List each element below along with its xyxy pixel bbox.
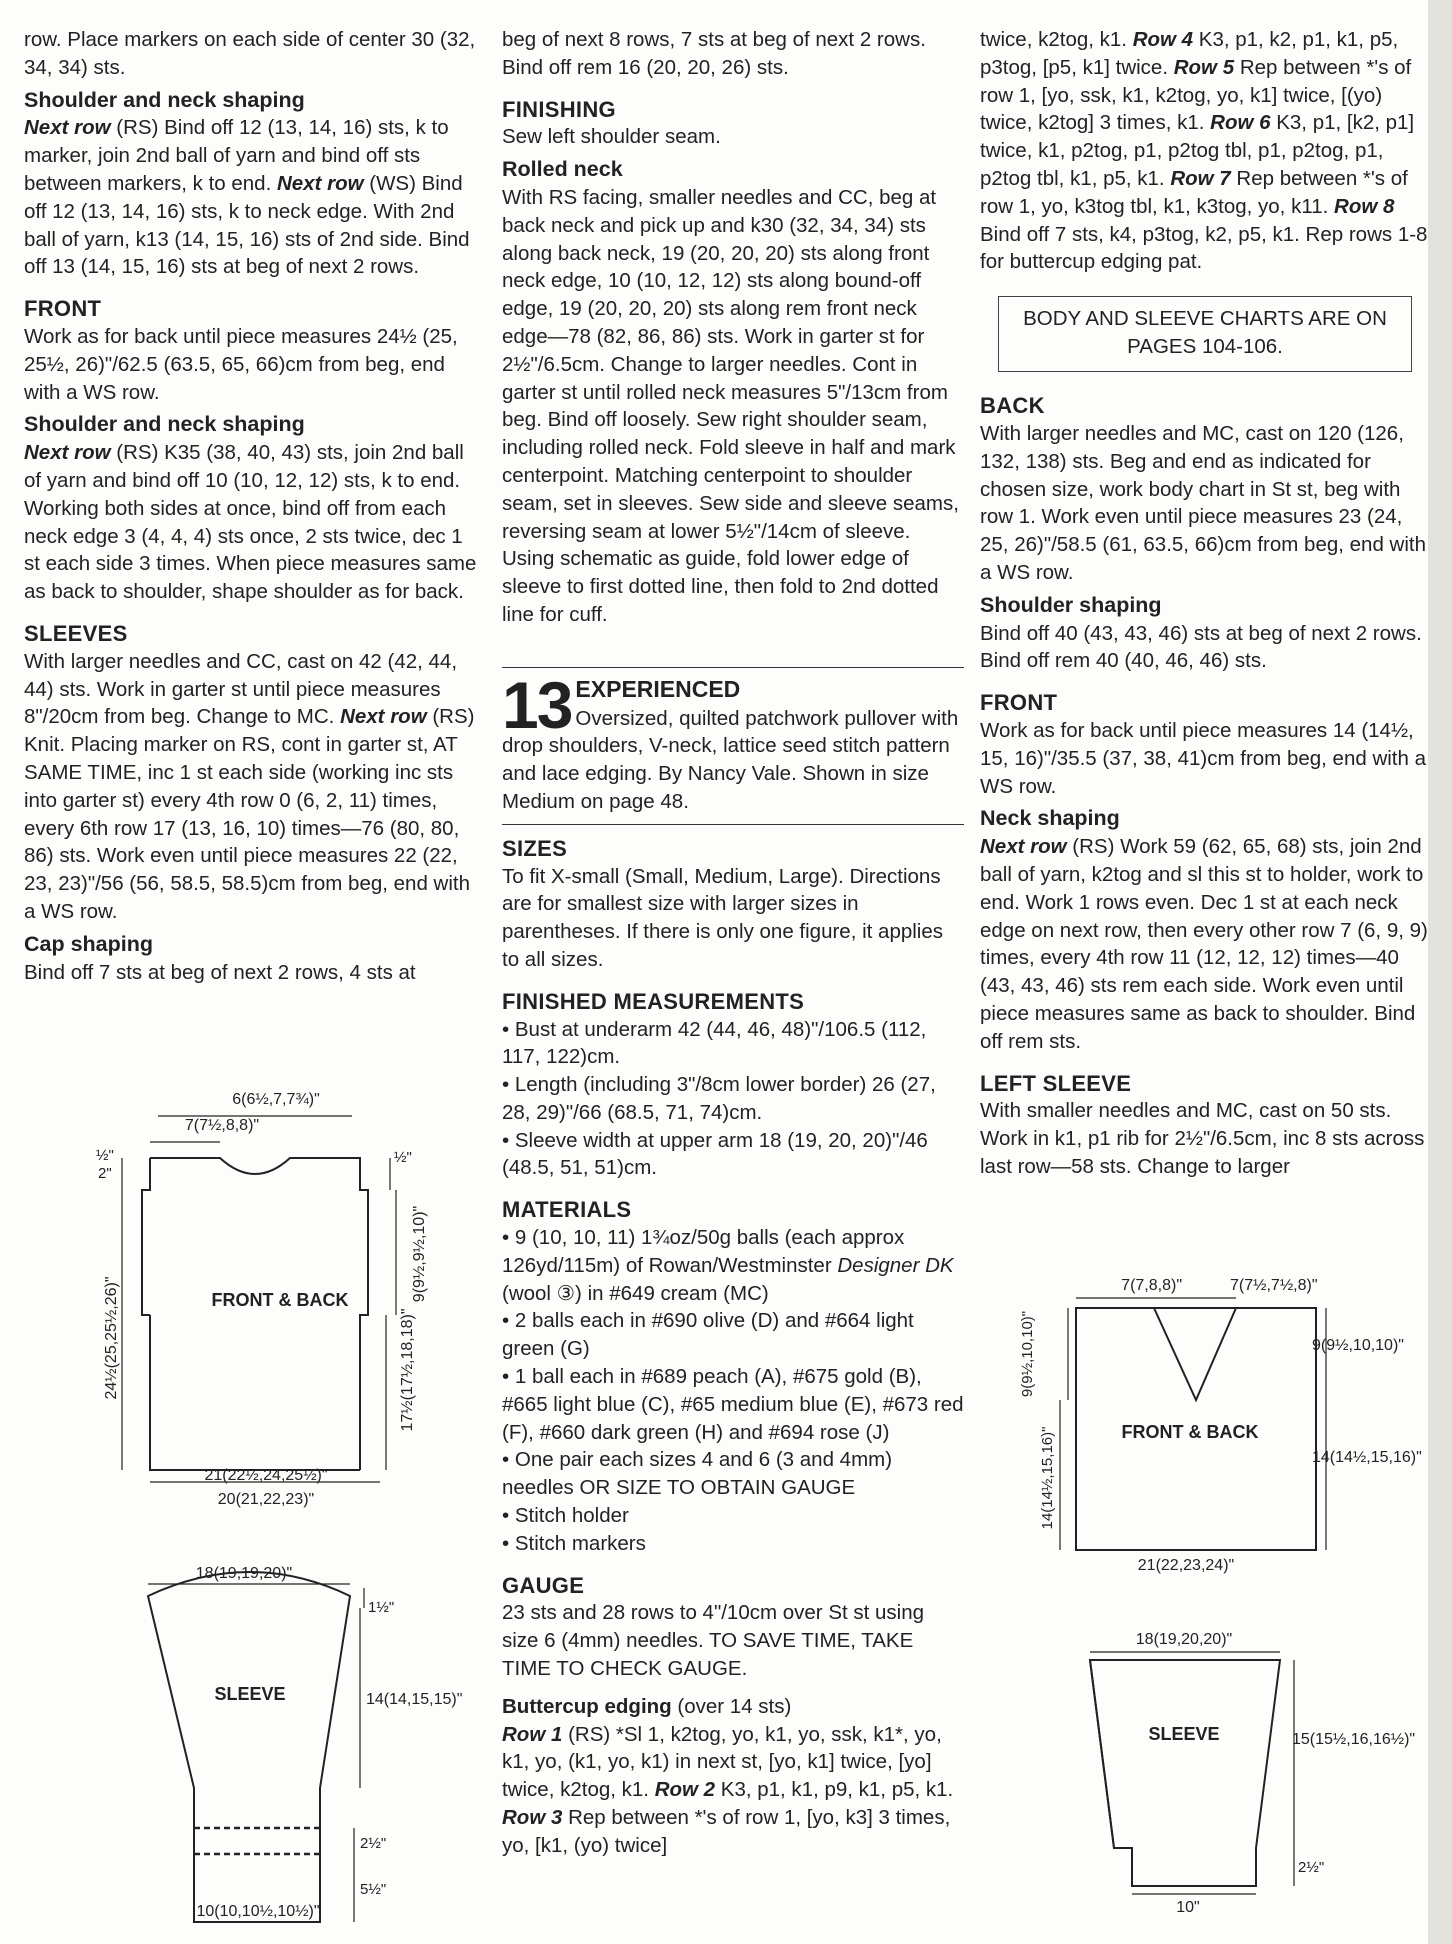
paragraph-next-row-1	[24, 114, 482, 281]
dim-sleeve-top: 18(19,19,20)"	[195, 1565, 293, 1582]
text-next-row: (RS) Bind off 12 (13, 14, 16) sts, k to marker, join 2nd ball of yarn and bind off sts between markers, k to end.	[24, 116, 449, 195]
material-yarn-color: (wool ③) in #649 cream (MC)	[502, 1281, 769, 1305]
column-2	[502, 26, 964, 1860]
heading-buttercup	[502, 1693, 964, 1721]
row-lead: Row 2	[654, 1778, 716, 1802]
material-yarn-mc	[502, 1224, 964, 1307]
heading-gauge: GAUGE	[502, 1572, 585, 1598]
dim-right-upper: 9(9½,10,10)"	[1312, 1337, 1404, 1354]
diagram-label: FRONT & BACK	[1121, 1422, 1259, 1442]
column-3	[980, 26, 1430, 1181]
page-gutter-shadow	[1428, 0, 1452, 1944]
dim-left-lower: 14(14½,15,16)"	[1039, 1426, 1056, 1530]
dim-sleeve-length: 14(14,15,15)"	[366, 1691, 463, 1708]
text-next-row: (WS) Bind off 12 (13, 14, 16) sts, k to neck edge. With 2nd ball of yarn, k13 (14, 15, 16) sts of 2nd side. Bind off 13 (14, 15, 16) sts at beg of next 2 rows.	[24, 171, 470, 279]
material-holder: • Stitch holder	[502, 1502, 964, 1530]
material-yarn-3: • 1 ball each in #689 peach (A), #675 gold (B), #665 light blue (C), #65 medium blue (E), #673 red (F), #660 dark green (H) and #694 rose (J)	[502, 1363, 964, 1446]
dim-bottom-inner: 20(21,22,23)"	[217, 1491, 315, 1508]
dim-cap: 1½"	[368, 1599, 395, 1616]
col1-intro: row. Place markers on each side of center 30 (32, 34, 34) sts.	[24, 28, 476, 79]
heading-left-sleeve: LEFT SLEEVE	[980, 1070, 1132, 1096]
lead-next-row: Next row	[276, 171, 364, 195]
dim-right-lower: 17½(17½,18,18)"	[399, 1308, 416, 1432]
paragraph-neck	[980, 833, 1430, 1055]
dim-fold-2: 5½"	[360, 1881, 387, 1898]
measurement-sleeve: • Sleeve width at upper arm 18 (19, 20, 20)"/46 (48.5, 51, 51)cm.	[502, 1127, 964, 1183]
measurement-length: • Length (including 3"/8cm lower border) 26 (27, 28, 29)"/66 (68.5, 71, 74)cm.	[502, 1071, 964, 1127]
text-sleeves: With larger needles and CC, cast on 42 (42, 44, 44) sts. Work in garter st until piece measures 8"/20cm from beg. Change to MC.	[24, 649, 458, 729]
row-lead: Row 1	[502, 1722, 563, 1746]
col2-intro: beg of next 8 rows, 7 sts at beg of next 2 rows. Bind off rem 16 (20, 20, 26) sts.	[502, 28, 926, 79]
heading-rolled-neck: Rolled neck	[502, 157, 623, 182]
dim-top-outer: 6(6½,7,7¾)"	[232, 1091, 320, 1108]
paragraph-front-2: Work as for back until piece measures 14 (14½, 15, 16)"/35.5 (37, 38, 41)cm from beg, end with a WS row.	[980, 718, 1426, 798]
text-next-row: (RS) K35 (38, 40, 43) sts, join 2nd ball of yarn and bind off 10 (10, 12, 12) sts, k to end. Working both sides at once, bind off from each neck edge 3 (4, 4, 4) sts once, 2 sts twice, dec 1 st each side 3 times. When piece measures same as back to shoulder, shape shoulder as for back.	[24, 441, 477, 604]
lead-next-row: Next row	[340, 705, 427, 729]
buttercup-sub: (over 14 sts)	[677, 1694, 792, 1718]
paragraph-sleeves	[24, 648, 482, 926]
row-text: Bind off 7 sts, k4, p3tog, k2, p5, k1. Rep rows 1-8 for buttercup edging pat.	[980, 222, 1428, 274]
paragraph-rolled-neck: With RS facing, smaller needles and CC, beg at back neck and pick up and k30 (32, 34, 34) sts along back neck, 19 (20, 20, 20) sts along front neck edge, 10 (10, 12, 12) sts along bound-off edge, 19 (20, 20, 20) sts along rem front neck edge—78 (82, 86, 86) sts. Work in garter st for 2½"/6.5cm. Change to larger needles. Cont in garter st until rolled neck measures 5"/13cm from beg. Bind off loosely. Sew right shoulder seam, including rolled neck. Fold sleeve in half and mark centerpoint. Matching centerpoint to shoulder seam, set in sleeves. Sew side and sleeve seams, reversing seam at lower 5½"/14cm of sleeve. Using schematic as guide, fold lower edge of sleeve to first dotted line, then fold to 2nd dotted line for cuff.	[502, 185, 959, 626]
heading-back: BACK	[980, 393, 1045, 419]
row-text: twice, k2tog, k1.	[980, 28, 1127, 51]
dim-left-two: 2"	[98, 1165, 112, 1182]
text-next-row: (RS) Knit. Placing marker on RS, cont in garter st, AT SAME TIME, inc 1 st each side (working inc sts into garter st) every 4th row 0 (6, 2, 11) times, every 6th row 17 (13, 16, 10) times—76 (80, 80, 86) sts. Work even until piece measures 22 (22, 23, 23)"/56 (56, 58.5, 58.5)cm from beg, end with a WS row.	[24, 705, 475, 923]
dim-top-left: 7(7,8,8)"	[1121, 1277, 1182, 1294]
row-lead: Row 8	[1334, 194, 1395, 218]
buttercup-title: Buttercup edging	[502, 1694, 672, 1718]
row-text: (RS) *Sl 1, k2tog, yo, k1, yo, ssk, k1*, yo, k1, yo, (k1, yo, k1) in next st, [yo, k1] twice, [yo] twice, k2tog, k1.	[502, 1722, 942, 1802]
dim-fold-1: 2½"	[360, 1835, 387, 1852]
lead-next-row: Next row	[980, 835, 1067, 859]
row-lead: Row 4	[1132, 28, 1194, 51]
paragraph-front: Work as for back until piece measures 24½ (25, 25½, 26)"/62.5 (63.5, 65, 66)cm from beg, end with a WS row.	[24, 324, 458, 404]
dim-left-half: ½"	[96, 1147, 114, 1164]
heading-sizes: SIZES	[502, 835, 568, 861]
material-needles: • One pair each sizes 4 and 6 (3 and 4mm) needles OR SIZE TO OBTAIN GAUGE	[502, 1446, 964, 1502]
dim-sleeve-length: 15(15½,16,16½)"	[1292, 1731, 1416, 1748]
paragraph-next-row-2	[24, 439, 482, 606]
text-next-row: (RS) Work 59 (62, 65, 68) sts, join 2nd ball of yarn, k2tog and sl this st to holder, work to end. Work 1 rows even. Dec 1 st at each neck edge on next row, then every other row 7 (6, 9, 9) times, every 4th row 11 (12, 12, 12) times—40 (43, 43, 46) sts rem each side. Work even until piece measures same as back to shoulder. Bind off rem sts.	[980, 835, 1428, 1053]
diagram-label: FRONT & BACK	[211, 1290, 349, 1310]
schematic-front-back-2	[1008, 1270, 1428, 1574]
row-text: Rep between *'s of row 1, [yo, k3] 3 times, yo, [k1, (yo) twice]	[502, 1806, 951, 1857]
row-text: K3, p1, k1, p9, k1, p5, k1.	[720, 1778, 954, 1802]
dim-sleeve-top: 18(19,20,20)"	[1135, 1631, 1233, 1648]
row-text: K3, p1, [k2, p1] twice, k1, p2tog, p1, p2tog tbl, p1, p2tog, p1, p2tog tbl, k1, p5, k1.	[980, 111, 1415, 190]
material-yarn-2: • 2 balls each in #690 olive (D) and #664 light green (G)	[502, 1307, 964, 1363]
pattern-intro	[502, 667, 964, 816]
heading-cap-shaping: Cap shaping	[24, 931, 154, 956]
dim-right-upper: 9(9½,9½,10)"	[411, 1205, 428, 1303]
lead-next-row: Next row	[24, 441, 111, 465]
heading-sleeves: SLEEVES	[24, 620, 128, 646]
paragraph-back: With larger needles and MC, cast on 120 (126, 132, 138) sts. Beg and end as indicated for chosen size, work body chart in St st, beg with row 1. Work even until piece measures 23 (24, 25, 26)"/58.5 (61, 63.5, 66)cm from beg, end with a WS row.	[980, 421, 1426, 584]
dim-bottom-outer: 21(22½,24,25½)"	[204, 1467, 328, 1484]
material-yarn-name: Designer DK	[837, 1253, 954, 1277]
heading-front: FRONT	[24, 296, 102, 322]
row-lead: Row 7	[1170, 166, 1231, 190]
paragraph-buttercup-rows	[502, 1721, 964, 1860]
charts-note-box: BODY AND SLEEVE CHARTS ARE ON PAGES 104-106.	[998, 296, 1412, 372]
separator-bottom	[502, 824, 964, 825]
row-lead: Row 6	[1210, 111, 1271, 135]
dim-left-upper: 9(9½,10,10)"	[1019, 1310, 1036, 1398]
schematic-sleeve-2	[1080, 1620, 1420, 1920]
dim-cuff: 2½"	[1298, 1859, 1325, 1876]
dim-left-height: 24½(25,25½,26)"	[103, 1276, 120, 1400]
row-text: Rep between *'s of row 1, yo, k3tog tbl, k1, k3tog, yo, k11.	[980, 166, 1408, 218]
column-1	[24, 26, 482, 986]
paragraph-left-sleeve: With smaller needles and MC, cast on 50 sts. Work in k1, p1 rib for 2½"/6.5cm, inc 8 sts across last row—58 sts. Change to larger	[980, 1099, 1425, 1178]
diagram-label: SLEEVE	[214, 1684, 286, 1704]
heading-front-2: FRONT	[980, 690, 1058, 716]
paragraph-buttercup-cont	[980, 26, 1430, 276]
heading-materials: MATERIALS	[502, 1197, 632, 1223]
heading-finishing: FINISHING	[502, 96, 616, 122]
dim-top-right: 7(7½,7½,8)"	[1230, 1277, 1318, 1294]
schematic-sleeve-1	[140, 1560, 490, 1930]
row-lead: Row 3	[502, 1806, 563, 1830]
schematic-front-back-1	[90, 1080, 480, 1508]
separator-top	[502, 667, 964, 668]
row-text: Rep between *'s of row 1, [yo, ssk, k1, k2tog, yo, k1] twice, [(yo) twice, k2tog] 3 times, k1.	[980, 55, 1412, 135]
dim-top-inner: 7(7½,8,8)"	[184, 1117, 260, 1134]
row-lead: Row 5	[1173, 55, 1235, 79]
paragraph-gauge: 23 sts and 28 rows to 4"/10cm over St st using size 6 (4mm) needles. TO SAVE TIME, TAKE TIME TO CHECK GAUGE.	[502, 1601, 925, 1681]
paragraph-sizes: To fit X-small (Small, Medium, Large). Directions are for smallest size with larger sizes in parentheses. If there is only one figure, it applies to all sizes.	[502, 864, 944, 971]
heading-shoulder-neck-1: Shoulder and neck shaping	[24, 87, 305, 112]
paragraph-cap: Bind off 7 sts at beg of next 2 rows, 4 sts at	[24, 960, 416, 984]
paragraph-finishing: Sew left shoulder seam.	[502, 125, 721, 149]
heading-neck-shaping: Neck shaping	[980, 806, 1120, 831]
dim-sleeve-bottom: 10(10,10½,10½)"	[196, 1903, 320, 1920]
dim-right-lower: 14(14½,15,16)"	[1312, 1449, 1422, 1466]
material-yarn-text: 9 (10, 10, 11) 1¾oz/50g balls (each approx 126yd/115m) of Rowan/Westminster	[502, 1226, 905, 1277]
pattern-description: Oversized, quilted patchwork pullover with drop shoulders, V-neck, lattice seed stitch pattern and lace edging. By Nancy Vale. Shown in size Medium on page 48.	[502, 706, 959, 813]
heading-shoulder-shaping: Shoulder shaping	[980, 592, 1162, 617]
dim-bottom: 21(22,23,24)"	[1137, 1557, 1235, 1574]
dim-right-half: ½"	[394, 1149, 412, 1166]
pattern-level: EXPERIENCED	[575, 675, 741, 702]
material-markers: • Stitch markers	[502, 1530, 964, 1558]
paragraph-shoulder: Bind off 40 (43, 43, 46) sts at beg of next 2 rows. Bind off rem 40 (40, 46, 46) sts.	[980, 621, 1422, 673]
heading-shoulder-neck-2: Shoulder and neck shaping	[24, 412, 305, 437]
diagram-label: SLEEVE	[1148, 1724, 1220, 1744]
heading-finished-measurements: FINISHED MEASUREMENTS	[502, 988, 805, 1014]
row-text: K3, p1, k2, p1, k1, p5, p3tog, [p5, k1] twice.	[980, 28, 1399, 79]
measurement-bust: • Bust at underarm 42 (44, 46, 48)"/106.5 (112, 117, 122)cm.	[502, 1016, 964, 1072]
dim-sleeve-bottom: 10"	[1176, 1899, 1200, 1916]
lead-next-row: Next row	[24, 116, 111, 140]
pattern-number: 13	[502, 667, 572, 742]
